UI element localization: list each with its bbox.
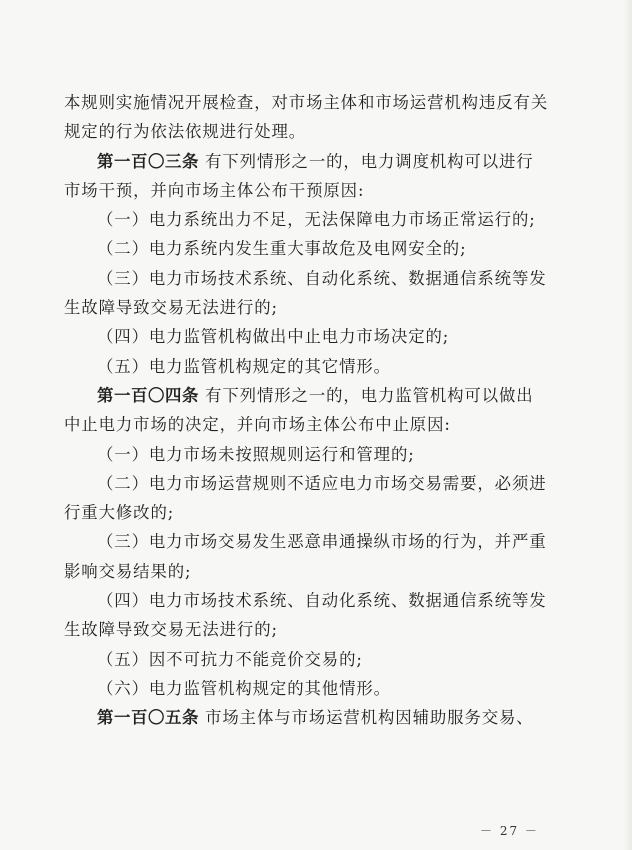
text-line: 本规则实施情况开展检查，对市场主体和市场运营机构违反有关 <box>64 93 549 112</box>
article-title: 第一百〇三条 <box>97 151 199 171</box>
clause-item: （五）电力监管机构规定的其它情形。 <box>97 356 391 376</box>
clause-item: （五）因不可抗力不能竞价交易的; <box>97 649 363 669</box>
clause-item: （四）电力监管机构做出中止电力市场决定的; <box>97 327 450 347</box>
text-line: 行重大修改的; <box>64 503 175 523</box>
body-text <box>64 88 549 733</box>
article-title: 第一百〇五条 <box>97 708 199 728</box>
article-105 <box>64 703 536 732</box>
clause-item: （一）电力系统出力不足，无法保障电力市场正常运行的; <box>97 210 536 230</box>
article-104 <box>64 381 536 410</box>
article-text: 市场主体与市场运营机构因辅助服务交易、 <box>205 708 534 728</box>
scan-edge <box>624 0 632 850</box>
clause-item: （六）电力监管机构规定的其他情形。 <box>97 678 391 698</box>
text-line: 市场干预，并向市场主体公布干预原因: <box>64 180 365 200</box>
article-text: 有下列情形之一的，电力调度机构可以进行 <box>205 151 534 171</box>
clause-item: （三）电力市场技术系统、自动化系统、数据通信系统等发 <box>97 268 547 288</box>
text-line: 规定的行为依法依规进行处理。 <box>64 122 307 142</box>
page-number: － 27 － <box>480 824 539 838</box>
clause-item: （四）电力市场技术系统、自动化系统、数据通信系统等发 <box>97 591 547 611</box>
article-title: 第一百〇四条 <box>97 385 199 405</box>
text-line: 生故障导致交易无法进行的; <box>64 620 278 640</box>
text-line: 影响交易结果的; <box>64 561 192 581</box>
text-line: 中止电力市场的决定，并向市场主体公布中止原因: <box>64 415 451 435</box>
article-103 <box>64 147 536 176</box>
clause-item: （三）电力市场交易发生恶意串通操纵市场的行为，并严重 <box>97 532 547 552</box>
text-line: 生故障导致交易无法进行的; <box>64 298 278 318</box>
article-text: 有下列情形之一的，电力监管机构可以做出 <box>205 385 534 405</box>
clause-item: （二）电力系统内发生重大事故危及电网安全的; <box>97 239 467 259</box>
clause-item: （二）电力市场运营规则不适应电力市场交易需要，必须进 <box>97 473 547 493</box>
clause-item: （一）电力市场未按照规则运行和管理的; <box>97 444 415 464</box>
